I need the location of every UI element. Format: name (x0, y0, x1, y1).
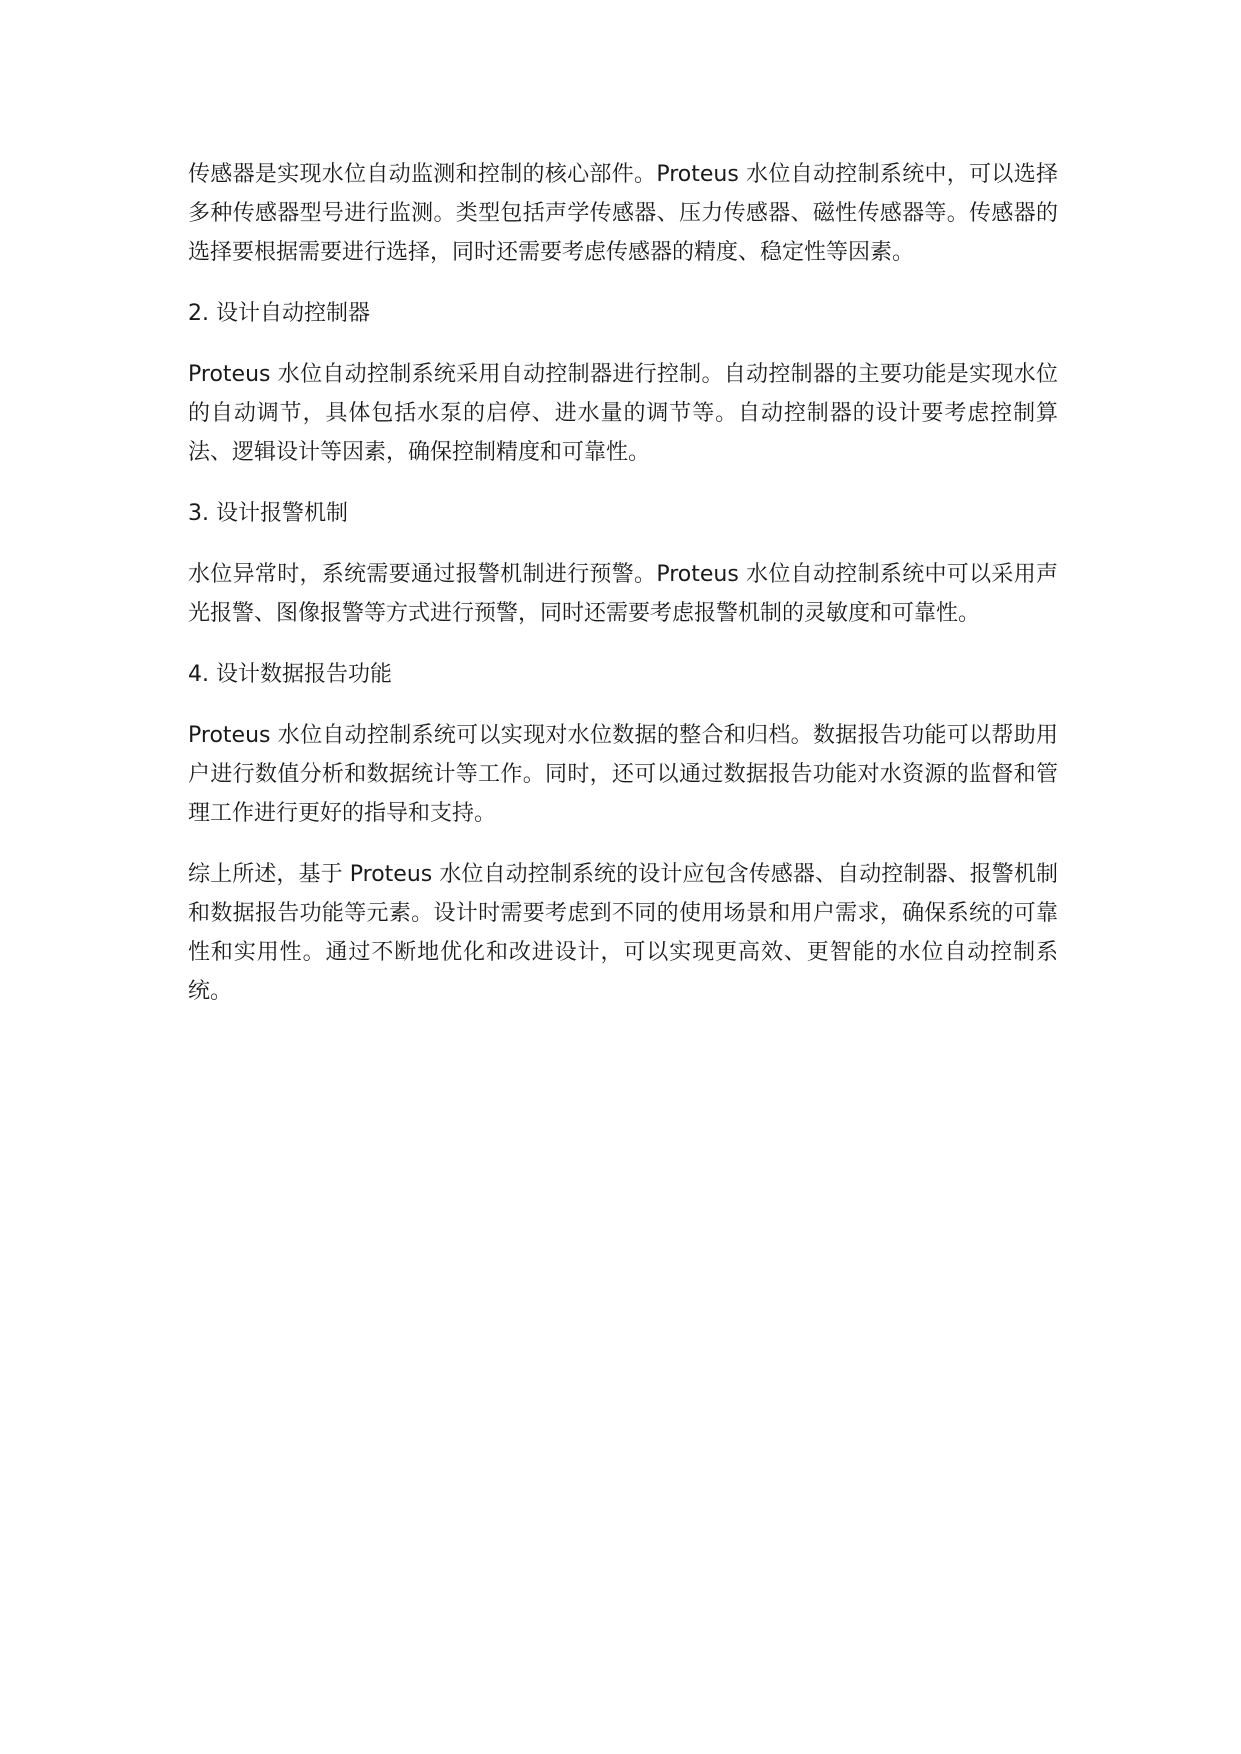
section-heading-controller: 2. 设计自动控制器 (188, 301, 370, 326)
paragraph-sensors: 传感器是实现水位自动监测和控制的核心部件。Proteus 水位自动控制系统中，可以选择多种传感器型号进行监测。类型包括声学传感器、压力传感器、磁性传感器等。传感器的选择要根据需要进行选择，同时还需要考虑传感器的精度、稳定性等因素。 (188, 162, 1058, 265)
paragraph-data-report: Proteus 水位自动控制系统可以实现对水位数据的整合和归档。数据报告功能可以帮助用户进行数值分析和数据统计等工作。同时，还可以通过数据报告功能对水资源的监督和管理工作进行更好的指导和支持。 (188, 723, 1058, 826)
paragraph-controller: Proteus 水位自动控制系统采用自动控制器进行控制。自动控制器的主要功能是实现水位的自动调节，具体包括水泵的启停、进水量的调节等。自动控制器的设计要考虑控制算法、逻辑设计等因素，确保控制精度和可靠性。 (188, 362, 1058, 465)
document-body (188, 155, 1058, 1033)
paragraph-summary: 综上所述，基于 Proteus 水位自动控制系统的设计应包含传感器、自动控制器、报警机制和数据报告功能等元素。设计时需要考虑到不同的使用场景和用户需求，确保系统的可靠性和实用性。通过不断地优化和改进设计，可以实现更高效、更智能的水位自动控制系统。 (188, 862, 1058, 1004)
section-heading-data-report: 4. 设计数据报告功能 (188, 662, 392, 687)
paragraph-alarm: 水位异常时，系统需要通过报警机制进行预警。Proteus 水位自动控制系统中可以采用声光报警、图像报警等方式进行预警，同时还需要考虑报警机制的灵敏度和可靠性。 (188, 562, 1058, 626)
section-heading-alarm: 3. 设计报警机制 (188, 501, 348, 526)
